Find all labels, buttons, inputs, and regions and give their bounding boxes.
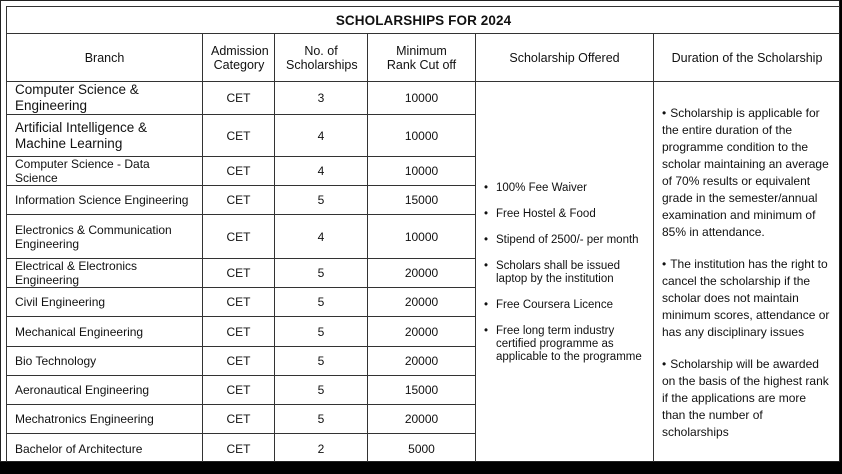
branch-cell: Computer Science - Data Science [7, 157, 203, 186]
category-cell: CET [203, 259, 275, 288]
bottom-edge-bar [0, 462, 842, 474]
category-cell: CET [203, 376, 275, 405]
cutoff-cell: 15000 [368, 376, 476, 405]
cutoff-cell: 10000 [368, 82, 476, 115]
category-cell: CET [203, 157, 275, 186]
scholarships-table [6, 6, 841, 464]
count-cell: 4 [275, 157, 368, 186]
offer-item: • Scholars shall be issued laptop by the institution [484, 260, 647, 286]
count-cell: 4 [275, 215, 368, 259]
offer-item: • Free long term industry certified programme as applicable to the programme [484, 325, 647, 364]
header-branch: Branch [7, 34, 203, 82]
duration-item: • Scholarship will be awarded on the basis of the highest rank if the applications are more than the number of scholarships [662, 356, 829, 439]
offer-item: • Stipend of 2500/- per month [484, 234, 647, 247]
count-cell: 2 [275, 434, 368, 464]
cutoff-cell: 20000 [368, 259, 476, 288]
branch-cell: Computer Science & Engineering [7, 82, 203, 115]
count-cell: 5 [275, 347, 368, 376]
cutoff-cell: 20000 [368, 288, 476, 317]
duration-item: • The institution has the right to cancel the scholarship if the scholar does not maintain minimum scores, attendance or has any disciplinary issues [662, 256, 830, 339]
branch-cell: Bio Technology [7, 347, 203, 376]
branch-cell: Artificial Intelligence & Machine Learning [7, 115, 203, 157]
header-admission-category: Admission Category [203, 34, 275, 82]
count-cell: 5 [275, 405, 368, 434]
count-cell: 5 [275, 288, 368, 317]
branch-cell: Aeronautical Engineering [7, 376, 203, 405]
duration-item: • Scholarship is applicable for the entire duration of the programme condition to the scholar maintaining an average of 70% results or equivalent grade in the semester/annual examination and minimum of 85% in attendance. [662, 105, 829, 239]
count-cell: 4 [275, 115, 368, 157]
bullet-icon: • [662, 105, 667, 120]
category-cell: CET [203, 317, 275, 347]
category-cell: CET [203, 115, 275, 157]
scholarship-offered-cell [476, 82, 654, 464]
branch-cell: Information Science Engineering [7, 186, 203, 215]
table-title: SCHOLARSHIPS FOR 2024 [7, 7, 841, 34]
branch-cell: Mechanical Engineering [7, 317, 203, 347]
cutoff-cell: 10000 [368, 115, 476, 157]
category-cell: CET [203, 186, 275, 215]
duration-list [662, 105, 832, 441]
offer-item: • Free Hostel & Food [484, 208, 647, 221]
cutoff-cell: 20000 [368, 317, 476, 347]
bullet-icon: • [662, 256, 667, 271]
category-cell: CET [203, 215, 275, 259]
branch-cell: Civil Engineering [7, 288, 203, 317]
category-cell: CET [203, 288, 275, 317]
branch-cell: Electronics & Communication Engineering [7, 215, 203, 259]
branch-cell: Electrical & Electronics Engineering [7, 259, 203, 288]
count-cell: 5 [275, 376, 368, 405]
header-minimum-rank-cutoff: Minimum Rank Cut off [368, 34, 476, 82]
cutoff-cell: 10000 [368, 157, 476, 186]
branch-cell: Bachelor of Architecture [7, 434, 203, 464]
header-scholarship-offered: Scholarship Offered [476, 34, 654, 82]
count-cell: 5 [275, 186, 368, 215]
cutoff-cell: 10000 [368, 215, 476, 259]
table-header-row [7, 34, 841, 82]
cutoff-cell: 15000 [368, 186, 476, 215]
header-duration: Duration of the Scholarship [654, 34, 841, 82]
header-no-of-scholarships: No. of Scholarships [275, 34, 368, 82]
category-cell: CET [203, 347, 275, 376]
category-cell: CET [203, 434, 275, 464]
cutoff-cell: 5000 [368, 434, 476, 464]
count-cell: 5 [275, 317, 368, 347]
count-cell: 3 [275, 82, 368, 115]
cutoff-cell: 20000 [368, 405, 476, 434]
duration-cell [654, 82, 841, 464]
count-cell: 5 [275, 259, 368, 288]
branch-cell: Mechatronics Engineering [7, 405, 203, 434]
offer-item: • Free Coursera Licence [484, 299, 647, 312]
category-cell: CET [203, 82, 275, 115]
table-row [7, 82, 841, 115]
scholarship-offered-list [484, 182, 647, 364]
category-cell: CET [203, 405, 275, 434]
offer-item: • 100% Fee Waiver [484, 182, 647, 195]
cutoff-cell: 20000 [368, 347, 476, 376]
bullet-icon: • [662, 356, 667, 371]
